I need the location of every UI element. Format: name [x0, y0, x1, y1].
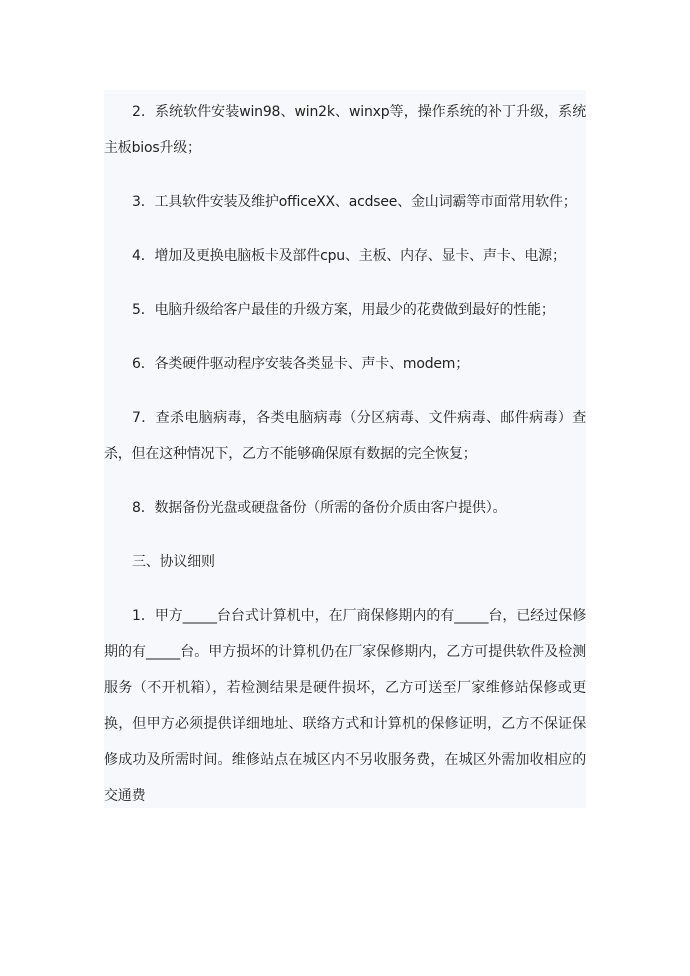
document-body [104, 94, 586, 832]
paragraph-clause-1: 1．甲方_____台台式计算机中，在厂商保修期内的有_____台，已经过保修期的有_____台。甲方损坏的计算机仍在厂家保修期内，乙方可提供软件及检测服务（不开机箱），若检测结果是硬件损坏，乙方可送至厂家维修站保修或更换，但甲方必须提供详细地址、联络方式和计算机的保修证明，乙方不保证保修成功及所需时间。维修站点在城区内不另收服务费，在城区外需加收相应的交通费 [104, 608, 586, 804]
section-heading: 三、协议细则 [132, 554, 215, 570]
paragraph-item-2: 2．系统软件安装win98、win2k、winxp等，操作系统的补丁升级，系统主板bios升级； [104, 104, 586, 156]
paragraph-item-7: 7．查杀电脑病毒，各类电脑病毒（分区病毒、文件病毒、邮件病毒）查杀，但在这种情况下，乙方不能够确保原有数据的完全恢复； [104, 410, 586, 462]
paragraph-item-3: 3．工具软件安装及维护officeXX、acdsee、金山词霸等市面常用软件； [132, 194, 577, 210]
paragraph-item-4: 4．增加及更换电脑板卡及部件cpu、主板、内存、显卡、声卡、电源； [132, 248, 566, 264]
paragraph-item-8: 8．数据备份光盘或硬盘备份（所需的备份介质由客户提供）。 [132, 500, 507, 516]
paragraph-item-5: 5．电脑升级给客户最佳的升级方案，用最少的花费做到最好的性能； [132, 302, 555, 318]
paragraph-item-6: 6．各类硬件驱动程序安装各类显卡、声卡、modem； [132, 356, 470, 372]
